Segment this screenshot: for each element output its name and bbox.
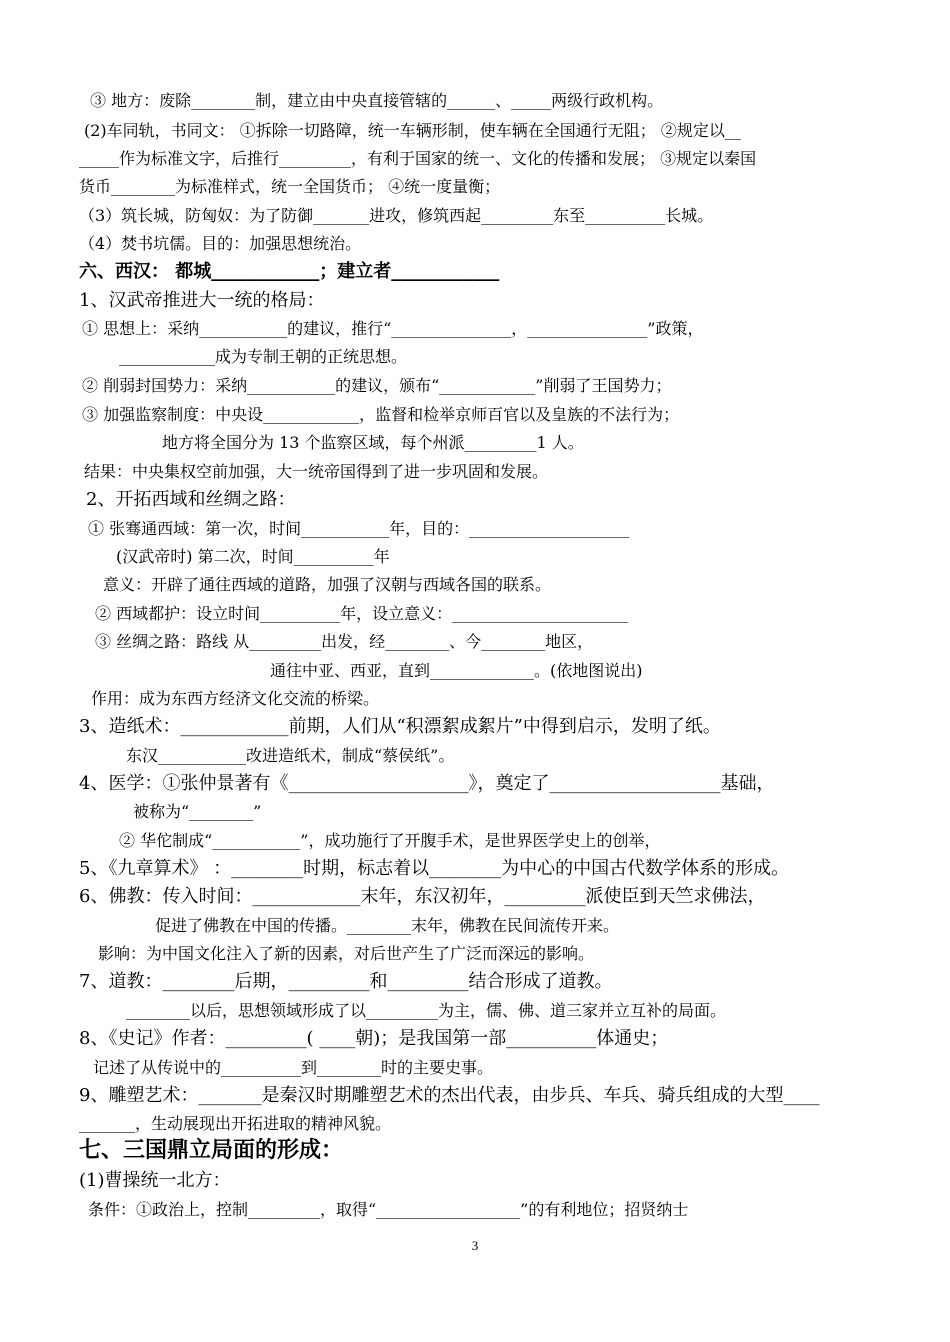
text-line: 意义：开辟了通往西域的道路，加强了汉朝与西域各国的联系。	[103, 575, 552, 594]
text-line: ③ 地方：废除________制，建立由中央直接管辖的______、_____两级行政机构。	[90, 91, 664, 110]
text-line: （4）焚书坑儒。目的：加强思想统治。	[79, 234, 362, 253]
section-heading: 六、西汉： 都城____________；建立者____________	[79, 261, 500, 282]
text-line: ③ 丝绸之路：路线 从_________出发，经________、今________地区，	[95, 632, 594, 651]
section-heading: 七、三国鼎立局面的形成：	[79, 1138, 344, 1163]
text-line: 5、《九章算术》 ：________时期，标志着以________为中心的中国古代数学体系的形成。	[79, 858, 790, 879]
text-line: 影响：为中国文化注入了新的因素，对后世产生了广泛而深远的影响。	[98, 944, 595, 963]
text-line: _____作为标准文字，后推行_________，有利于国家的统一、文化的传播和发展； ③规定以秦国	[79, 149, 757, 168]
text-line: ② 西域都护：设立时间__________年，设立意义：______________________	[95, 604, 629, 623]
text-line: 地方将全国分为 13 个监察区域，每个州派_________1 人。	[162, 433, 584, 452]
text-line: （3）筑长城，防匈奴：为了防御_______进攻，修筑西起_________东至__________长城。	[79, 206, 714, 225]
text-line: ________以后，思想领域形成了以_________为主，儒、佛、道三家并立互补的局面。	[126, 1001, 727, 1020]
text-line: ③ 加强监察制度：中央设____________，监督和检举京师百官以及皇族的不法行为；	[82, 405, 680, 424]
text-line: ② 华佗制成“___________”，成功施行了开腹手术，是世界医学史上的创举，	[119, 831, 661, 850]
text-line: 被称为“________”	[133, 802, 262, 821]
text-line: (1)曹操统一北方：	[79, 1170, 231, 1191]
text-line: 通往中亚、西亚，直到_____________。(依地图说出)	[270, 661, 643, 680]
text-line: (2)车同轨，书同文： ①拆除一切路障，统一车辆形制，使车辆在全国通行无阻； ②规定以__	[84, 121, 741, 140]
text-line: 6、佛教：传入时间：____________末年，东汉初年，_________派使臣到天竺求佛法，	[79, 886, 766, 907]
text-line: 2、开拓西域和丝绸之路：	[86, 489, 296, 510]
page-number: 3	[471, 1238, 479, 1253]
text-line: 作用：成为东西方经济文化交流的桥梁。	[91, 689, 380, 708]
text-line: ① 张骞通西域：第一次，时间___________年，目的：____________________	[88, 519, 630, 538]
text-line: 东汉___________改进造纸术，制成“蔡侯纸”。	[126, 746, 455, 765]
text-line: ② 削弱封国势力：采纳___________的建议，颁布“____________”削弱了王国势力；	[82, 376, 672, 395]
text-line: 条件：①政治上，控制_________，取得“__________________”的有利地位；招贤纳士	[88, 1200, 689, 1219]
text-line: 促进了佛教在中国的传播。________末年，佛教在民间流传开来。	[155, 916, 620, 935]
text-line: ① 思想上：采纳___________的建议，推行“_______________，_______________”政策，	[82, 319, 704, 338]
text-line: 记述了从传说中的__________到________时的主要史事。	[93, 1058, 494, 1077]
text-line: 货币________为标准样式，统一全国货币； ④统一度量衡；	[79, 177, 501, 196]
text-line: 结果：中央集权空前加强，大一统帝国得到了进一步巩固和发展。	[84, 462, 549, 481]
text-line: _______，生动展现出开拓进取的精神风貌。	[79, 1114, 392, 1133]
text-line: 9、雕塑艺术：_______是秦汉时期雕塑艺术的杰出代表，由步兵、车兵、骑兵组成的大型____	[79, 1085, 820, 1106]
text-line: ____________成为专制王朝的正统思想。	[119, 347, 408, 366]
text-line: (汉武帝时) 第二次，时间__________年	[116, 547, 390, 566]
text-line: 8、《史记》作者：_________( ____朝)；是我国第一部__________体通史；	[79, 1028, 669, 1049]
text-line: 1、汉武帝推进大一统的格局：	[79, 290, 325, 311]
text-line: 4、医学：①张仲景著有《____________________》，奠定了___________________基础，	[79, 773, 775, 794]
text-line: 3、造纸术：____________前期，人们从“积漂絮成絮片”中得到启示，发明了纸。	[79, 716, 721, 737]
text-line: 7、道教：________后期，_________和_________结合形成了道教。	[79, 971, 613, 992]
